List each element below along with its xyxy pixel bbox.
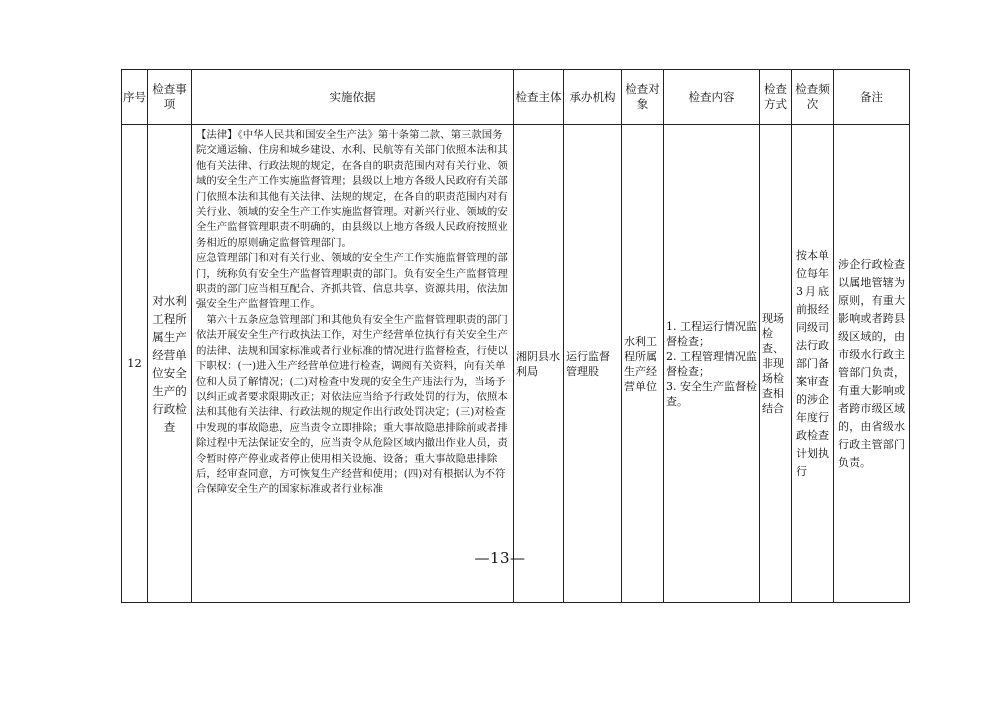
basis-paragraph: 【法律】《中华人民共和国安全生产法》第十条第二款、第三款国务院交通运输、住房和城乡建设、水利、民航等有关部门依照本法和其他有关法律、行政法规的规定，在各自的职责范围内对有关行业、领域的安全生产工作实施监督管理；县级以上地方各级人民政府有关部门依照本法和其他有关法律、法规的规定，在各自的职责范围内对有关行业、领域的安全生产工作实施监督管理。对新兴行业、领域的安全生产监督管理职责不明确的，由县级以上地方各级人民政府按照业务相近的原则确定监督管理部门。 [196, 129, 508, 249]
row-method: 现场检查、非现场检查相结合 [760, 125, 792, 603]
header-seq: 序号 [122, 70, 148, 125]
header-content: 检查内容 [664, 70, 760, 125]
header-basis: 实施依据 [192, 70, 514, 125]
row-object: 水利工程所属生产经营单位 [622, 125, 664, 603]
header-item: 检查事项 [148, 70, 192, 125]
row-subject: 湘阴县水利局 [514, 125, 564, 603]
header-remark: 备注 [834, 70, 910, 125]
header-frequency: 检查频次 [792, 70, 834, 125]
header-method: 检查方式 [760, 70, 792, 125]
header-row [122, 70, 910, 125]
table-row [122, 125, 910, 603]
row-org: 运行监督管理股 [564, 125, 622, 603]
row-item: 对水利工程所属生产经营单位安全生产的行政检查 [148, 125, 192, 603]
content-item: 1. 工程运行情况监督检查； [666, 319, 757, 348]
page-number: —13— [474, 549, 526, 567]
header-object: 检查对象 [622, 70, 664, 125]
row-seq: 12 [122, 125, 148, 603]
content-item: 3. 安全生产监督检查。 [666, 379, 757, 408]
content-item: 2. 工程管理情况监督检查； [666, 349, 757, 378]
row-basis [192, 125, 514, 603]
inspection-table [121, 69, 910, 603]
row-frequency: 按本单位每年3月底前报经同级司法行政部门备案审查的涉企年度行政检查计划执行 [792, 125, 834, 603]
header-subject: 检查主体 [514, 70, 564, 125]
row-remark: 涉企行政检查以属地管辖为原则，有重大影响或者跨县级区域的，由市级水行政主管部门负责，有重大影响或者跨市级区域的，由省级水行政主管部门负责。 [834, 125, 910, 603]
row-content [664, 125, 760, 603]
header-org: 承办机构 [564, 70, 622, 125]
basis-paragraph: 第六十五条应急管理部门和其他负有安全生产监督管理职责的部门依法开展安全生产行政执法工作，对生产经营单位执行有关安全生产的法律、法规和国家标准或者行业标准的情况进行监督检查，行使以下职权：(一)进入生产经营单位进行检查，调阅有关资料，向有关单位和人员了解情况；(二)对检查中发现的安全生产违法行为，当场予以纠正或者要求限期改正；对依法应当给予行政处罚的行为，依照本法和其他有关法律、行政法规的规定作出行政处罚决定；(三)对检查中发现的事故隐患，应当责令立即排除；重大事故隐患排除前或者排除过程中无法保证安全的，应当责令从危险区域内撤出作业人员，责令暂时停产停业或者停止使用相关设施、设备；重大事故隐患排除后，经审查同意，方可恢复生产经营和使用；(四)对有根据认为不符合保障安全生产的国家标准或者行业标准 [196, 313, 508, 496]
basis-paragraph: 应急管理部门和对有关行业、领域的安全生产工作实施监督管理的部门，统称负有安全生产监督管理职责的部门。负有安全生产监督管理职责的部门应当相互配合、齐抓共管、信息共享、资源共用，依法加强安全生产监督管理工作。 [196, 252, 508, 311]
